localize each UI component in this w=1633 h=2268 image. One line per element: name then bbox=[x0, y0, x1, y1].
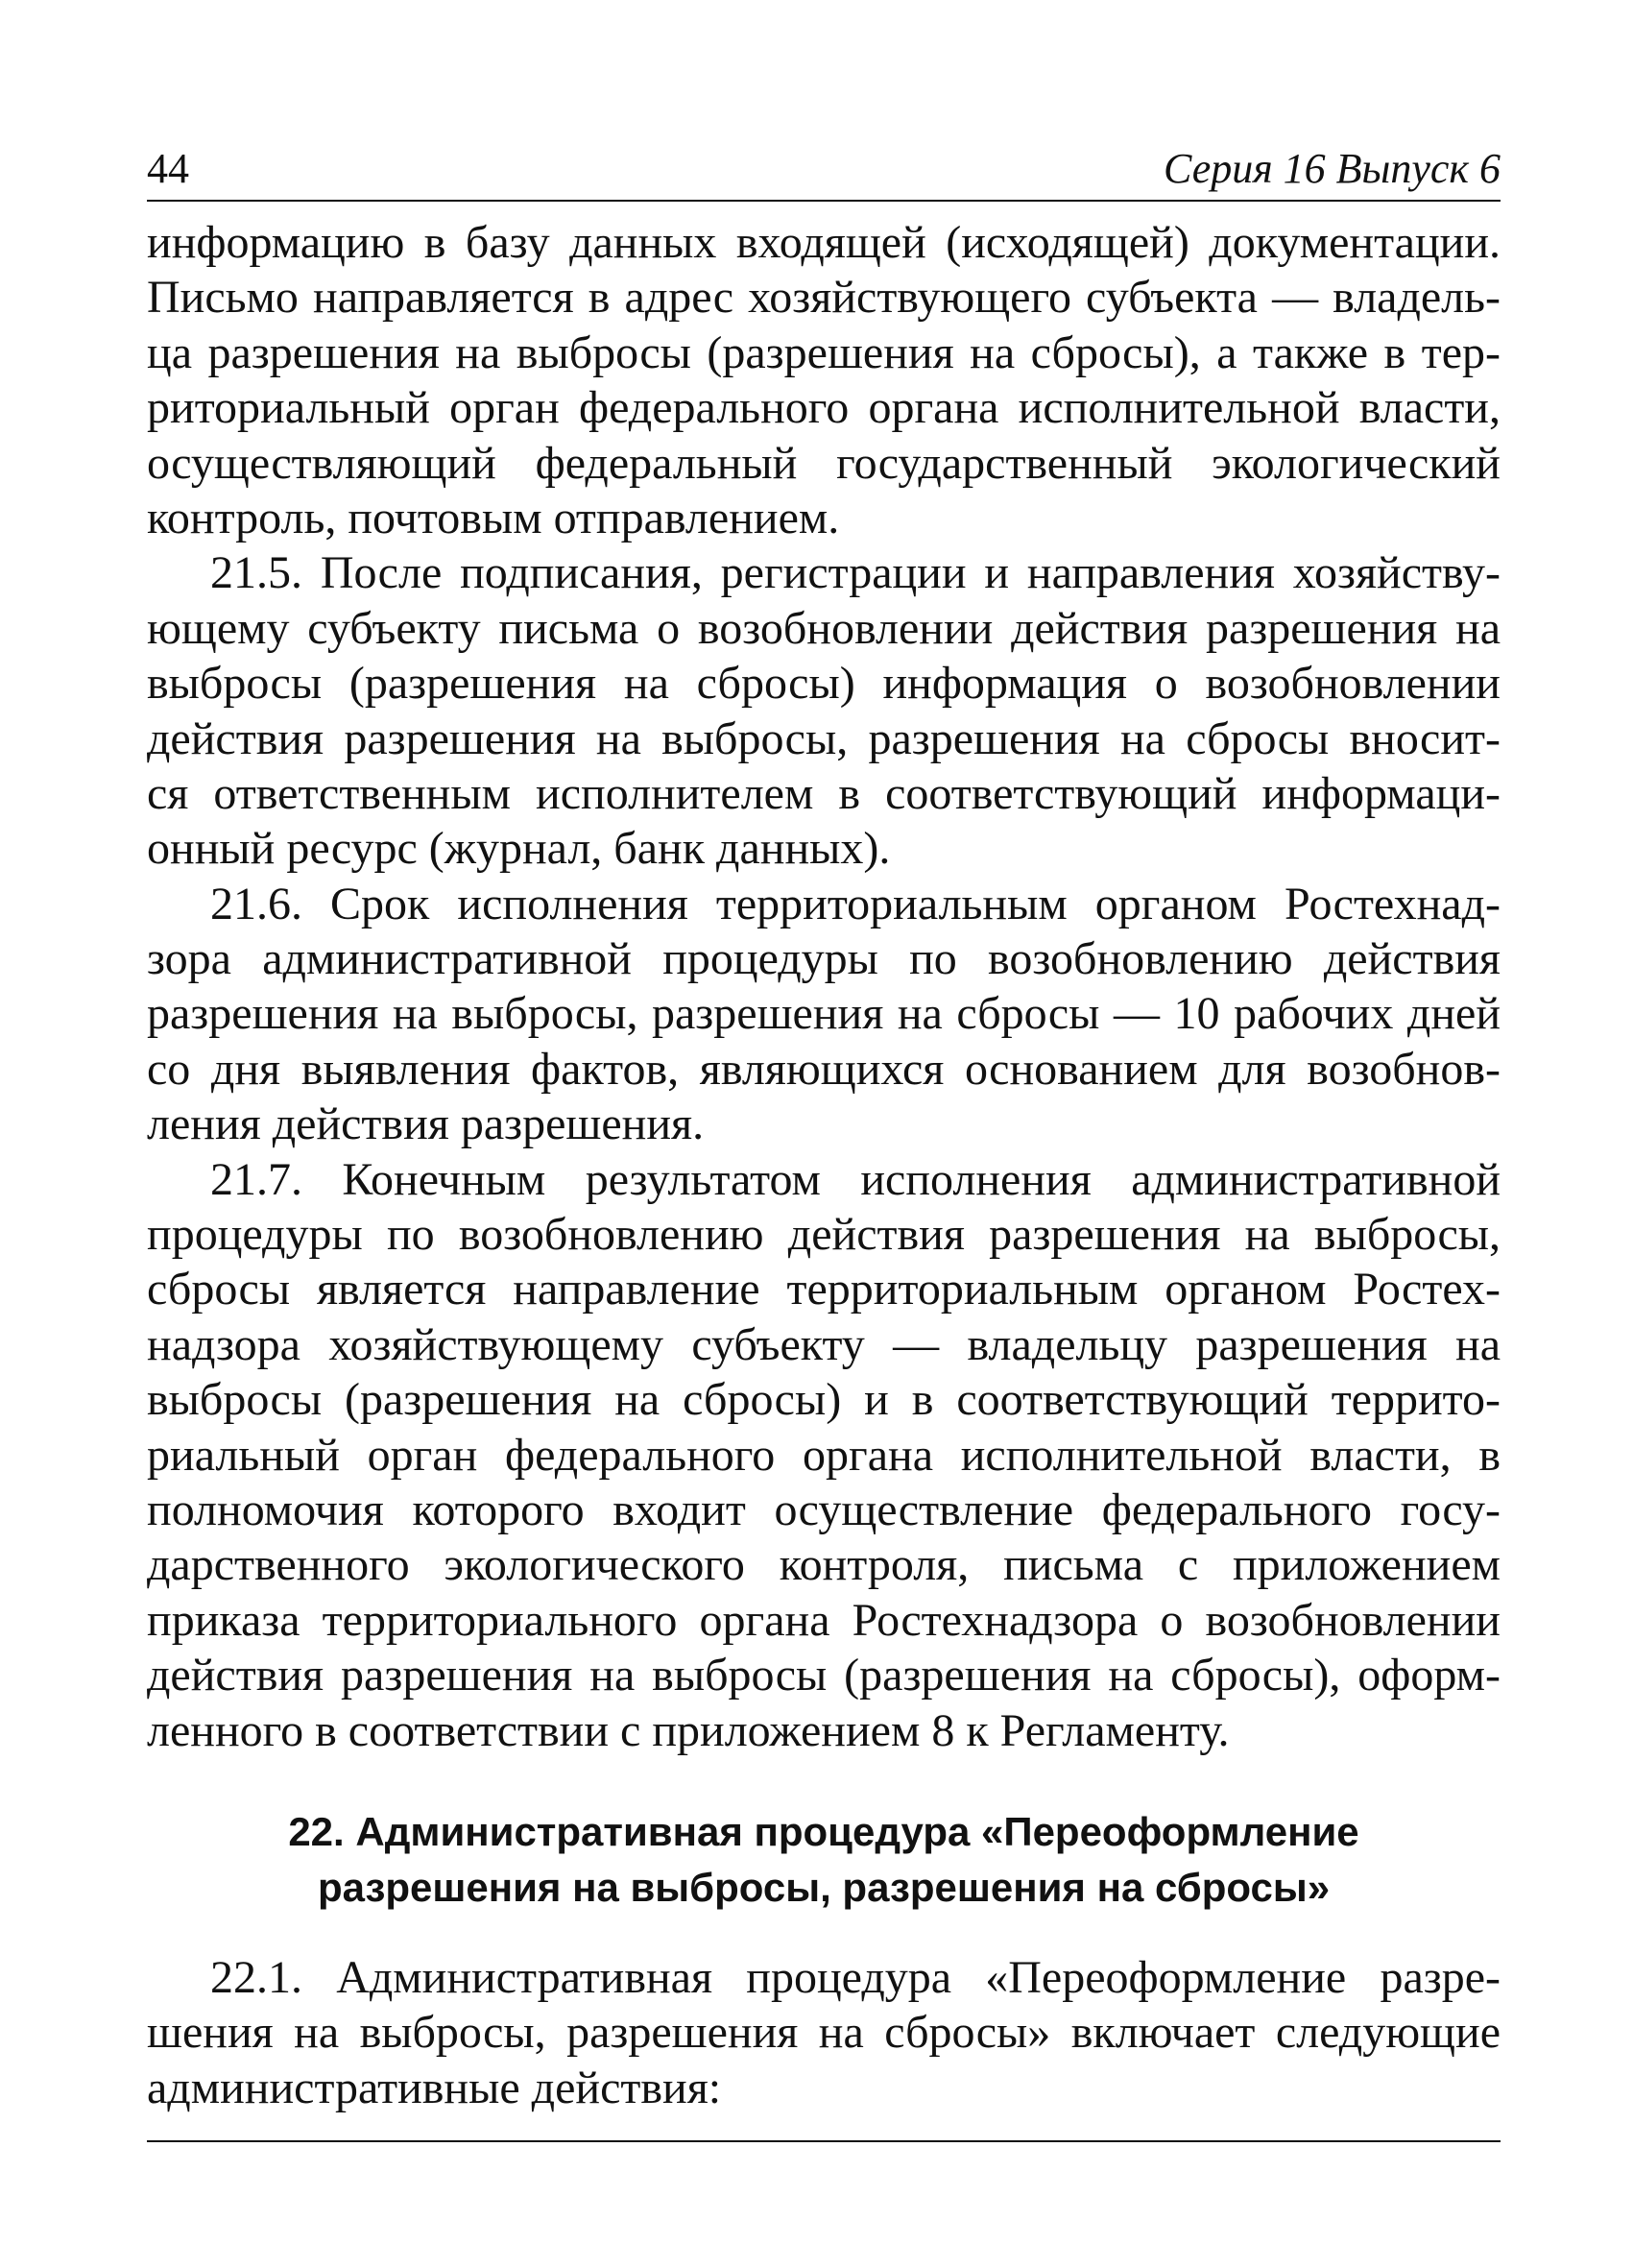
section-heading-line: 22. Административная процедура «Переоформление bbox=[288, 1808, 1359, 1854]
text-line: 21.7. Конечным результатом исполнения административной bbox=[210, 1153, 1501, 1205]
text-line: риальный орган федерального органа исполнительной власти, в bbox=[147, 1429, 1501, 1481]
section-heading-line: разрешения на выбросы, разрешения на сбросы» bbox=[317, 1864, 1331, 1910]
text-line: ющему субъекту письма о возобновлении действия разрешения на bbox=[147, 602, 1501, 654]
paragraph-22-1 bbox=[147, 1950, 1501, 2115]
text-line: выбросы (разрешения на сбросы) и в соответствующий террито- bbox=[147, 1374, 1501, 1426]
page-header bbox=[147, 144, 1501, 194]
text-line: приказа территориального органа Ростехнадзора о возобновлении bbox=[147, 1594, 1501, 1646]
text-line: выбросы (разрешения на сбросы) информация о возобновлении bbox=[147, 658, 1501, 710]
text-line: 22.1. Административная процедура «Переоформление разре- bbox=[210, 1951, 1501, 2003]
text-line: зора административной процедуры по возобновлению действия bbox=[147, 933, 1501, 985]
document-page bbox=[147, 144, 1501, 2142]
text-line: дарственного экологического контроля, письма с приложением bbox=[147, 1539, 1501, 1591]
text-line: контроль, почтовым отправлением. bbox=[147, 492, 840, 543]
text-line: 21.6. Срок исполнения территориальным органом Ростехнад- bbox=[210, 878, 1501, 929]
header-divider bbox=[147, 200, 1501, 202]
text-line: сбросы является направление территориальным органом Ростех- bbox=[147, 1264, 1501, 1315]
page-number: 44 bbox=[147, 145, 189, 192]
text-line: шения на выбросы, разрешения на сбросы» включает следующие bbox=[147, 2007, 1501, 2059]
paragraph-21-7 bbox=[147, 1152, 1501, 1758]
text-line: Письмо направляется в адрес хозяйствующего субъекта — владель- bbox=[147, 272, 1501, 324]
text-line: осуществляющий федеральный государственный экологический bbox=[147, 437, 1501, 489]
text-line: со дня выявления фактов, являющихся основанием для возобнов- bbox=[147, 1043, 1501, 1095]
text-line: ся ответственным исполнителем в соответствующий информаци- bbox=[147, 767, 1501, 819]
text-line: ца разрешения на выбросы (разрешения на сбросы), а также в тер- bbox=[147, 326, 1501, 378]
document-body bbox=[147, 215, 1501, 2115]
text-line: административные действия: bbox=[147, 2062, 722, 2113]
section-heading bbox=[147, 1804, 1501, 1916]
series-label: Серия 16 Выпуск 6 bbox=[1164, 145, 1501, 192]
paragraph-continuation bbox=[147, 215, 1501, 545]
text-line: разрешения на выбросы, разрешения на сбросы — 10 рабочих дней bbox=[147, 988, 1501, 1040]
text-line: онный ресурс (журнал, банк данных). bbox=[147, 823, 891, 875]
text-line: риториальный орган федерального органа исполнительной власти, bbox=[147, 382, 1501, 434]
text-line: 21.5. После подписания, регистрации и направления хозяйству- bbox=[210, 547, 1501, 599]
text-line: действия разрешения на выбросы, разрешения на сбросы вносит- bbox=[147, 712, 1501, 764]
footer-divider bbox=[147, 2140, 1501, 2142]
text-line: ления действия разрешения. bbox=[147, 1098, 705, 1150]
paragraph-21-5 bbox=[147, 545, 1501, 876]
text-line: информацию в базу данных входящей (исходящей) документации. bbox=[147, 217, 1501, 268]
text-line: ленного в соответствии с приложением 8 к Регламенту. bbox=[147, 1704, 1230, 1756]
text-line: полномочия которого входит осуществление федерального госу- bbox=[147, 1484, 1501, 1535]
text-line: надзора хозяйствующему субъекту — владельцу разрешения на bbox=[147, 1318, 1501, 1370]
paragraph-21-6 bbox=[147, 877, 1501, 1152]
text-line: процедуры по возобновлению действия разрешения на выбросы, bbox=[147, 1209, 1501, 1261]
text-line: действия разрешения на выбросы (разрешения на сбросы), оформ- bbox=[147, 1650, 1501, 1701]
